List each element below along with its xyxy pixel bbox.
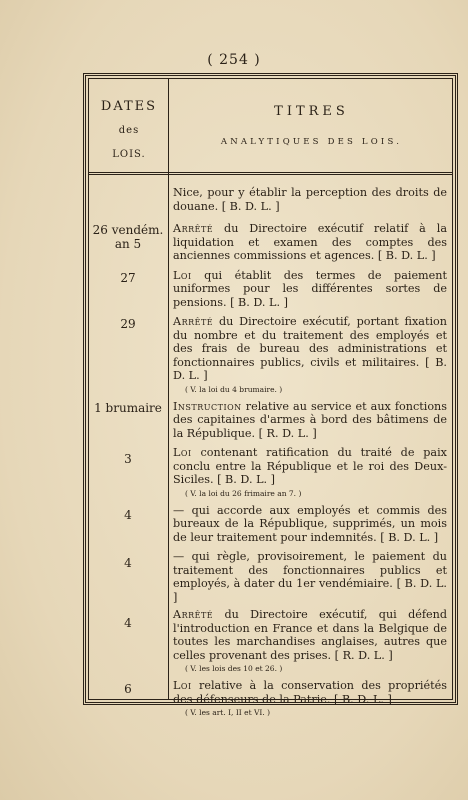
law-entry — [88, 186, 453, 213]
entry-title: Loi relative à la conservation des propriétés des défenseurs de la Patrie. [ B. D. L. ] ( V. les art. I, II et VI. ) — [173, 679, 447, 717]
entry-reference: ( V. la loi du 26 frimaire an 7. ) — [185, 488, 302, 498]
entry-title: Loi contenant ratification du traité de paix conclu entre la République et le roi des Deux-Siciles. [ B. D. L. ] ( V. la loi du 26 frimaire an 7. ) — [173, 446, 447, 498]
entry-date — [88, 186, 168, 213]
entry-reference: ( V. la loi du 4 brumaire. ) — [185, 384, 283, 394]
entry-reference: ( V. les lois des 10 et 26. ) — [185, 664, 283, 673]
entry-title: — qui règle, provisoirement, le paiement du traitement des fonctionnaires publics et employés, à dater du 1er vendémiaire. [ B. D. L. ] — [173, 550, 447, 604]
law-entries-list — [88, 186, 453, 718]
entry-date: 4 — [124, 507, 132, 522]
header-divider — [88, 172, 453, 175]
entry-date: 4 — [124, 556, 132, 570]
law-entry — [88, 315, 453, 395]
entry-date: 26 vendém. an 5 — [92, 223, 164, 251]
law-entry — [88, 400, 453, 441]
law-entry — [88, 679, 453, 718]
entry-date: 3 — [124, 452, 132, 466]
header-des-word: des — [118, 125, 140, 136]
entry-title: Arrêté du Directoire exécutif, qui défend l'introduction en France et dans la Belgique de toutes les marchandises anglaises, autres que celles provenant des prises. [ R. D. L. ] ( V. les lois des 10 et 26. ) — [173, 608, 447, 673]
entry-date: 4 — [124, 616, 132, 630]
entry-title: Arrêté du Directoire exécutif relatif à la liquidation et examen des comptes des anciennes commissions et agences. [ B. D. L. ] — [173, 222, 447, 262]
entry-title: Nice, pour y établir la perception des droits de douane. [ B. D. L. ] — [173, 186, 447, 213]
column-header-analytiques: ANALYTIQUES DES LOIS. — [220, 137, 403, 147]
entry-title: — qui accorde aux employés et commis des bureaux de la République, supprimés, un mois de leur traitement pour indemnités. [ B. D. L. ] — [173, 503, 447, 544]
header-lois-word: LOIS. — [112, 149, 146, 160]
column-header-dates — [90, 95, 168, 167]
law-entry — [88, 504, 453, 545]
law-entry — [88, 550, 453, 604]
law-entry — [88, 608, 453, 674]
entry-date: 6 — [124, 682, 132, 696]
header-dates-word: DATES — [100, 99, 158, 114]
entry-title: Arrêté du Directoire exécutif, portant fixation du nombre et du traitement des employés et des frais de bureau des administrations et fonctionnaires publics, civils et militaires. [ B. D. L. ] ( V. la loi du 4 brumaire. ) — [173, 315, 447, 394]
law-entry — [88, 269, 453, 310]
entry-reference: ( V. les art. I, II et VI. ) — [185, 708, 271, 717]
column-header-titres: TITRES — [274, 104, 349, 119]
page-number: ( 254 ) — [207, 52, 261, 68]
law-entry — [88, 446, 453, 499]
entry-date: 1 brumaire — [94, 400, 162, 415]
entry-title: Instruction relative au service et aux fonctions des capitaines d'armes à bord des bâtimens de la République. [ R. D. L. ] — [173, 399, 447, 440]
law-entry — [88, 222, 453, 263]
entry-date: 29 — [120, 317, 136, 331]
entry-date: 27 — [120, 270, 136, 285]
entry-title: Loi qui établit des termes de paiement uniformes pour les différentes sortes de pensions. [ B. D. L. ] — [173, 268, 447, 309]
